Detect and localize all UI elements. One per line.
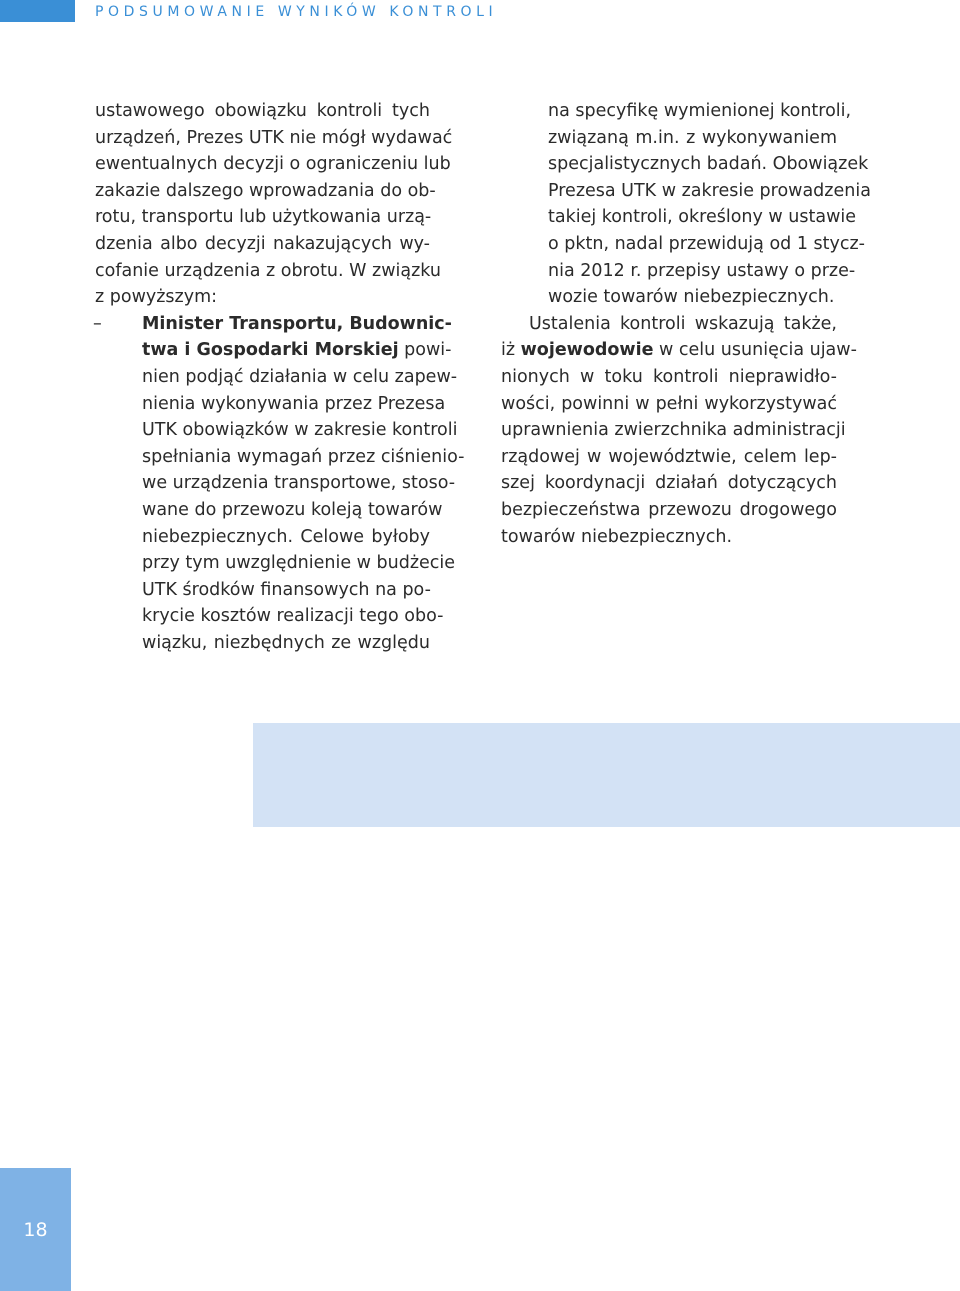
text-line: Prezesa UTK w zakresie prowadzenia: [548, 180, 871, 201]
left-column: [93, 98, 465, 656]
text-line: nia 2012 r. przepisy ustawy o prze-: [548, 260, 856, 281]
text-line: bezpieczeństwa przewozu drogowego: [501, 499, 837, 520]
text-line: UTK obowiązków w zakresie kontroli: [142, 420, 458, 441]
page-number: 18: [23, 1218, 48, 1241]
text-line: wane do przewozu koleją towarów: [142, 499, 443, 520]
text-line: uprawnienia zwierzchnika administracji: [501, 420, 846, 441]
text-line: UTK środków finansowych na po-: [142, 579, 431, 600]
text-line: spełniania wymagań przez ciśnienio-: [142, 446, 465, 467]
text-line: urządzeń, Prezes UTK nie mógł wydawać: [95, 127, 453, 148]
text-line: [501, 337, 857, 364]
text-line: wiązku, niezbędnych ze względu: [142, 632, 430, 653]
bold-text: Minister Transportu, Budownic-: [142, 313, 452, 334]
highlight-box: [253, 723, 960, 827]
text-line: rządowej w województwie, celem lep-: [501, 446, 837, 467]
bold-text: wojewodowie: [520, 340, 654, 361]
text-line: nionych w toku kontroli nieprawidło-: [501, 366, 837, 387]
text-line: towarów niebezpiecznych.: [501, 526, 733, 547]
text-line: we urządzenia transportowe, stoso-: [142, 473, 456, 494]
text-line: [95, 311, 452, 338]
text-line: wozie towarów niebezpiecznych.: [548, 287, 835, 308]
text-line: o pktn, nadal przewidują od 1 stycz-: [548, 233, 865, 254]
text-line: [95, 337, 452, 364]
text-line: wości, powinni w pełni wykorzystywać: [501, 393, 837, 414]
text-line: szej koordynacji działań dotyczących: [501, 473, 837, 494]
section-header: PODSUMOWANIE WYNIKÓW KONTROLI: [95, 4, 498, 20]
page-number-box: [0, 1168, 71, 1291]
text-line: dzenia albo decyzji nakazujących wy-: [95, 233, 430, 254]
text-line: niebezpiecznych. Celowe byłoby: [142, 526, 430, 547]
bold-text: twa i Gospodarki Morskiej: [142, 340, 399, 361]
bullet-item: [93, 311, 465, 657]
text-line: z powyższym:: [95, 287, 218, 308]
text-line: specjalistycznych badań. Obowiązek: [548, 154, 869, 175]
text-line: na specyfikę wymienionej kontroli,: [548, 101, 852, 121]
text-span: iż: [501, 340, 521, 361]
text-line: nienia wykonywania przez Prezesa: [142, 393, 446, 414]
bullet-dash: –: [93, 313, 102, 334]
text-span: w celu usunięcia ujaw-: [653, 340, 857, 361]
text-line: zakazie dalszego wprowadzania do ob-: [95, 180, 436, 201]
header-accent-bar: [0, 0, 75, 22]
text-span: powi-: [398, 340, 452, 361]
text-line: Ustalenia kontroli wskazują także,: [529, 313, 837, 334]
text-line: związaną m.in. z wykonywaniem: [548, 127, 837, 148]
right-column: [501, 98, 871, 550]
text-line: takiej kontroli, określony w ustawie: [548, 207, 857, 228]
text-line: krycie kosztów realizacji tego obo-: [142, 606, 444, 627]
text-line: nien podjąć działania w celu zapew-: [142, 366, 458, 387]
text-line: cofanie urządzenia z obrotu. W związku: [95, 260, 441, 281]
text-line: rotu, transportu lub użytkowania urzą-: [95, 207, 432, 228]
text-line: przy tym uwzględnienie w budżecie: [142, 553, 456, 574]
text-line: ustawowego obowiązku kontroli tych: [95, 101, 430, 121]
text-line: ewentualnych decyzji o ograniczeniu lub: [95, 154, 451, 175]
